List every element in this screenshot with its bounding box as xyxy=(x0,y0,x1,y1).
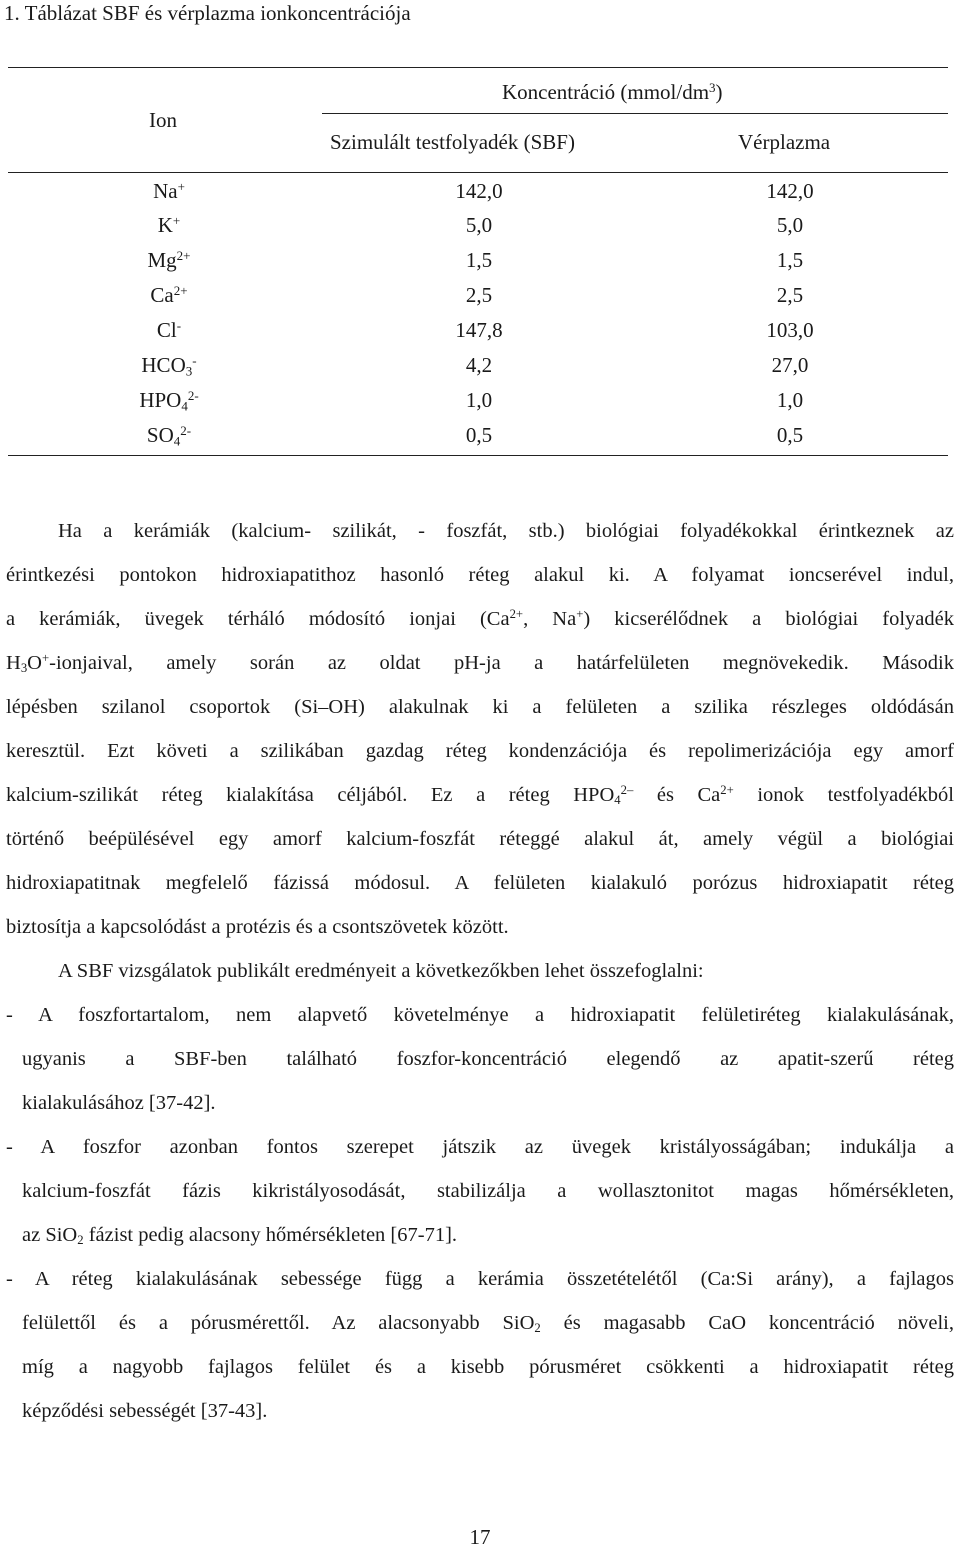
superscript: 2– xyxy=(620,783,634,798)
sbf-value-cell: 1,0 xyxy=(465,388,493,412)
paragraph-line: biztosítja a kapcsolódást a protézis és a csontszövetek között. xyxy=(6,916,509,938)
text-run: H xyxy=(6,652,21,674)
ion-subscript: 3 xyxy=(185,363,193,379)
list-item-line: ugyanis a SBF-ben található foszfor-koncentráció elegendő az apatit-szerű réteg xyxy=(22,1048,954,1070)
list-item-line: míg a nagyobb fajlagos felület és a kisebb pórusméret csökkenti a hidroxiapatit réteg xyxy=(22,1356,954,1378)
subscript: 2 xyxy=(534,1321,541,1336)
sbf-value-cell: 4,2 xyxy=(465,353,493,377)
list-item-line xyxy=(22,1221,954,1249)
ion-cell xyxy=(104,247,234,273)
ion-charge: 2+ xyxy=(173,282,188,298)
list-item-line: - A foszfor azonban fontos szerepet játszik az üvegek kristályosságában; indukálja a xyxy=(6,1136,954,1158)
ion-cell xyxy=(104,282,234,308)
ion-symbol: SO xyxy=(146,423,174,447)
list-item-line xyxy=(22,1309,954,1337)
paragraph-line xyxy=(6,781,954,809)
subscript: 2 xyxy=(77,1233,84,1248)
paragraph-line: hidroxiapatitnak megfelelő fázissá módosul. A felületen kialakuló porózus hidroxiapatit réteg xyxy=(6,872,954,894)
text-run: -ionjaival, amely során az oldat pH-ja a határfelületen megnövekedik. Második xyxy=(49,652,954,674)
ion-cell xyxy=(104,352,234,378)
concentration-header-sup: 3 xyxy=(709,79,716,95)
ion-column-header: Ion xyxy=(149,108,177,132)
ion-symbol: Ca xyxy=(150,283,174,307)
ion-cell xyxy=(104,317,234,343)
table-caption: 1. Táblázat SBF és vérplazma ionkoncentrációja xyxy=(4,1,411,25)
text-run: és Ca xyxy=(633,784,721,806)
text-run: ) kicserélődnek a biológiai folyadék xyxy=(583,608,954,630)
paragraph-line: keresztül. Ezt követi a szilikában gazdag réteg kondenzációja és repolimerizációja egy amorf xyxy=(6,740,954,762)
ion-subscript: 4 xyxy=(181,398,188,414)
text-run: a kerámiák, üvegek térháló módosító ionjai (Ca xyxy=(6,608,510,630)
concentration-header xyxy=(502,79,723,105)
ion-cell xyxy=(104,422,234,448)
sbf-value-cell: 2,5 xyxy=(465,283,493,307)
paragraph-line xyxy=(6,605,954,633)
superscript: 2+ xyxy=(509,607,524,622)
table-top-rule xyxy=(8,67,948,68)
subscript: 4 xyxy=(614,793,621,808)
ion-symbol: Cl xyxy=(156,318,177,342)
superscript: + xyxy=(41,651,50,666)
ion-subscript: 4 xyxy=(173,433,181,449)
ion-cell xyxy=(104,387,234,413)
table-bottom-rule xyxy=(8,455,948,456)
ion-symbol: K xyxy=(157,213,173,237)
concentration-header-rule xyxy=(322,113,948,114)
ion-charge: + xyxy=(177,178,185,194)
plasma-value-cell: 142,0 xyxy=(766,179,814,203)
text-run: kalcium-szilikát réteg kialakítása céljából. Ez a réteg HPO xyxy=(6,784,615,806)
paragraph-line xyxy=(6,649,954,677)
superscript: + xyxy=(576,607,584,622)
concentration-header-end: ) xyxy=(715,80,723,104)
subscript: 3 xyxy=(20,661,28,676)
superscript: 2+ xyxy=(720,783,734,798)
ion-charge: 2+ xyxy=(176,247,191,263)
plasma-value-cell: 1,5 xyxy=(776,248,804,272)
concentration-header-text: Koncentráció (mmol/dm xyxy=(502,80,710,104)
paragraph-line: történő beépülésével egy amorf kalcium-foszfát réteggé alakul át, amely végül a biológiai xyxy=(6,828,954,850)
sbf-value-cell: 1,5 xyxy=(465,248,493,272)
plasma-value-cell: 27,0 xyxy=(771,353,809,377)
list-item-line: kalcium-foszfát fázis kikristályosodását, stabilizálja a wollasztonitot magas hőmérsékleten, xyxy=(22,1180,954,1202)
plasma-value-cell: 2,5 xyxy=(776,283,804,307)
text-run: O xyxy=(27,652,42,674)
ion-symbol: HPO xyxy=(139,388,182,412)
plasma-value-cell: 5,0 xyxy=(776,213,804,237)
ion-symbol: Na xyxy=(153,179,178,203)
text-run: , Na xyxy=(523,608,577,630)
paragraph-line: A SBF vizsgálatok publikált eredményeit a következőkben lehet összefoglalni: xyxy=(58,960,704,982)
text-run: ionok testfolyadékból xyxy=(733,784,954,806)
text-run: és magasabb CaO koncentráció növeli, xyxy=(540,1312,954,1334)
sbf-value-cell: 142,0 xyxy=(455,179,503,203)
list-item-line: képződési sebességét [37-43]. xyxy=(22,1400,268,1422)
header-bottom-rule xyxy=(8,172,948,173)
plasma-value-cell: 1,0 xyxy=(776,388,804,412)
ion-cell xyxy=(104,212,234,238)
ion-charge: 2- xyxy=(187,387,199,403)
text-run: az SiO xyxy=(22,1224,78,1246)
ion-charge: 2- xyxy=(180,422,192,438)
plasma-value-cell: 103,0 xyxy=(766,318,814,342)
page-number: 17 xyxy=(469,1525,491,1549)
sbf-column-header: Szimulált testfolyadék (SBF) xyxy=(330,130,575,154)
ion-charge: - xyxy=(176,317,182,333)
ion-charge: + xyxy=(172,212,181,228)
list-item-line: - A réteg kialakulásának sebessége függ a kerámia összetételétől (Ca:Si arány), a fajlagos xyxy=(6,1268,954,1290)
ion-symbol: Mg xyxy=(147,248,177,272)
list-item-line: - A foszfortartalom, nem alapvető követelménye a hidroxiapatit felületiréteg kialakulásának, xyxy=(6,1004,954,1026)
list-item-line: kialakulásához [37-42]. xyxy=(22,1092,216,1114)
sbf-value-cell: 0,5 xyxy=(465,423,493,447)
paragraph-line: lépésben szilanol csoportok (Si–OH) alakulnak ki a felületen a szilika részleges oldódásán xyxy=(6,696,954,718)
ion-cell xyxy=(104,178,234,204)
paragraph-line: érintkezési pontokon hidroxiapatithoz hasonló réteg alakul ki. A folyamat ioncserével indul, xyxy=(6,564,954,586)
plasma-column-header: Vérplazma xyxy=(738,130,831,154)
sbf-value-cell: 147,8 xyxy=(455,318,503,342)
ion-symbol: HCO xyxy=(141,353,186,377)
text-run: fázist pedig alacsony hőmérsékleten [67-71]. xyxy=(83,1224,458,1246)
text-run: felülettől és a pórusmérettől. Az alacsonyabb SiO xyxy=(22,1312,535,1334)
paragraph-line: Ha a kerámiák (kalcium- szilikát, - foszfát, stb.) biológiai folyadékokkal érintkeznek az xyxy=(58,520,954,542)
ion-charge: - xyxy=(192,352,197,368)
sbf-value-cell: 5,0 xyxy=(465,213,493,237)
plasma-value-cell: 0,5 xyxy=(776,423,804,447)
